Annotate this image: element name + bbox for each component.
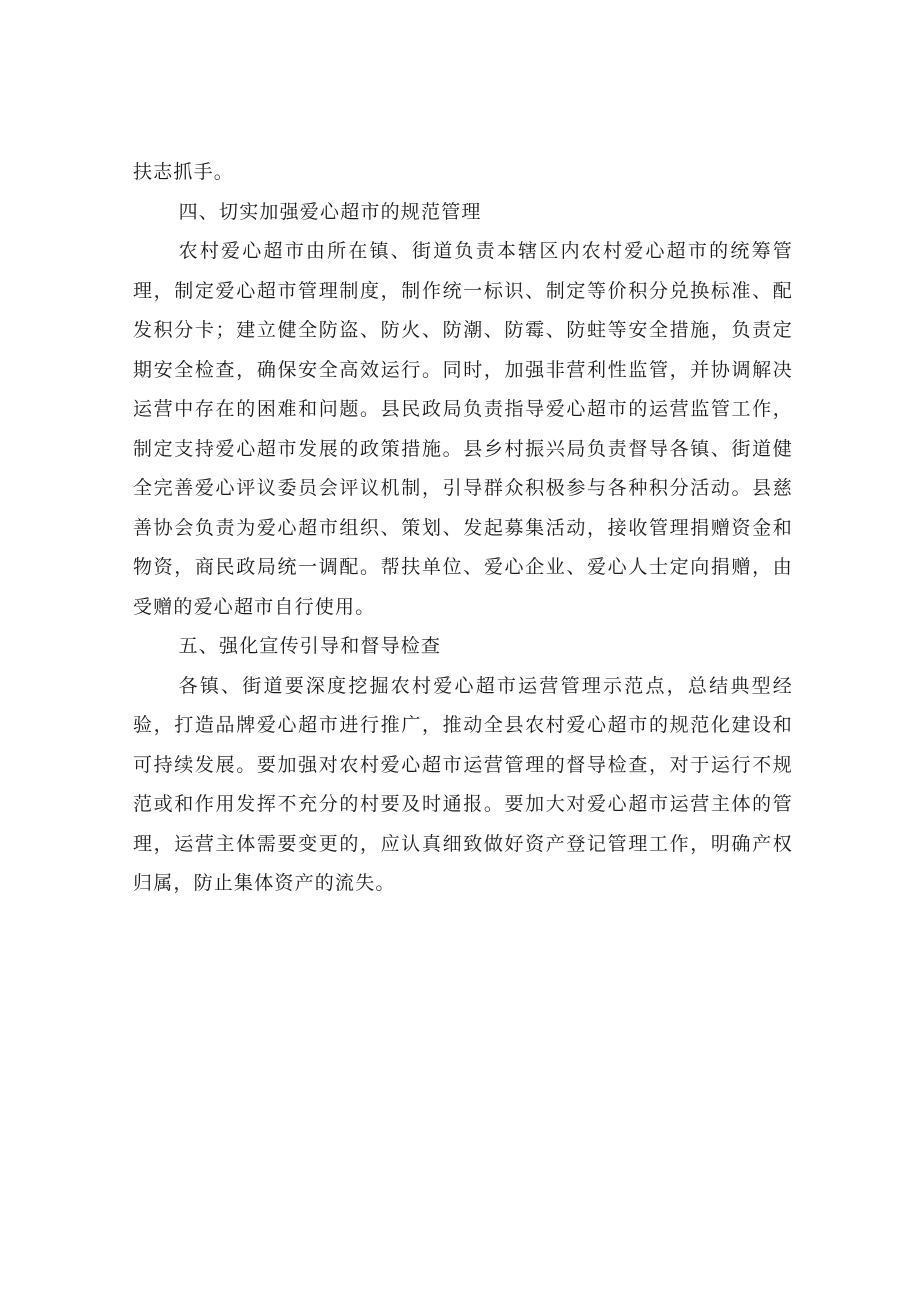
- document-body: [133, 153, 793, 904]
- continuation-paragraph: 扶志抓手。: [133, 161, 235, 183]
- section-heading-4: 四、切实加强爱心超市的规范管理: [178, 200, 482, 223]
- section-paragraph-4: 农村爱心超市由所在镇、街道负责本辖区内农村爱心超市的统筹管理，制定爱心超市管理制度，制作统一标识、制定等价积分兑换标准、配发积分卡；建立健全防盗、防火、防潮、防霉、防蛀等安全措施，负责定期安全检查，确保安全高效运行。同时，加强非营利性监管，并协调解决运营中存在的困难和问题。县民政局负责指导爱心超市的运营监管工作，制定支持爱心超市发展的政策措施。县乡村振兴局负责督导各镇、街道健全完善爱心评议委员会评议机制，引导群众积极参与各种积分活动。县慈善协会负责为爱心超市组织、策划、发起募集活动，接收管理捐赠资金和物资，商民政局统一调配。帮扶单位、爱心企业、爱心人士定向捐赠，由受赠的爱心超市自行使用。: [133, 240, 793, 618]
- section-heading-5: 五、强化宣传引导和督导检查: [178, 635, 442, 657]
- section-paragraph-5: 各镇、街道要深度挖掘农村爱心超市运营管理示范点，总结典型经验，打造品牌爱心超市进行推广，推动全县农村爱心超市的规范化建设和可持续发展。要加强对农村爱心超市运营管理的督导检查，对于运行不规范或和作用发挥不充分的村要及时通报。要加大对爱心超市运营主体的管理，运营主体需要变更的，应认真细致做好资产登记管理工作，明确产权归属，防止集体资产的流失。: [133, 674, 793, 894]
